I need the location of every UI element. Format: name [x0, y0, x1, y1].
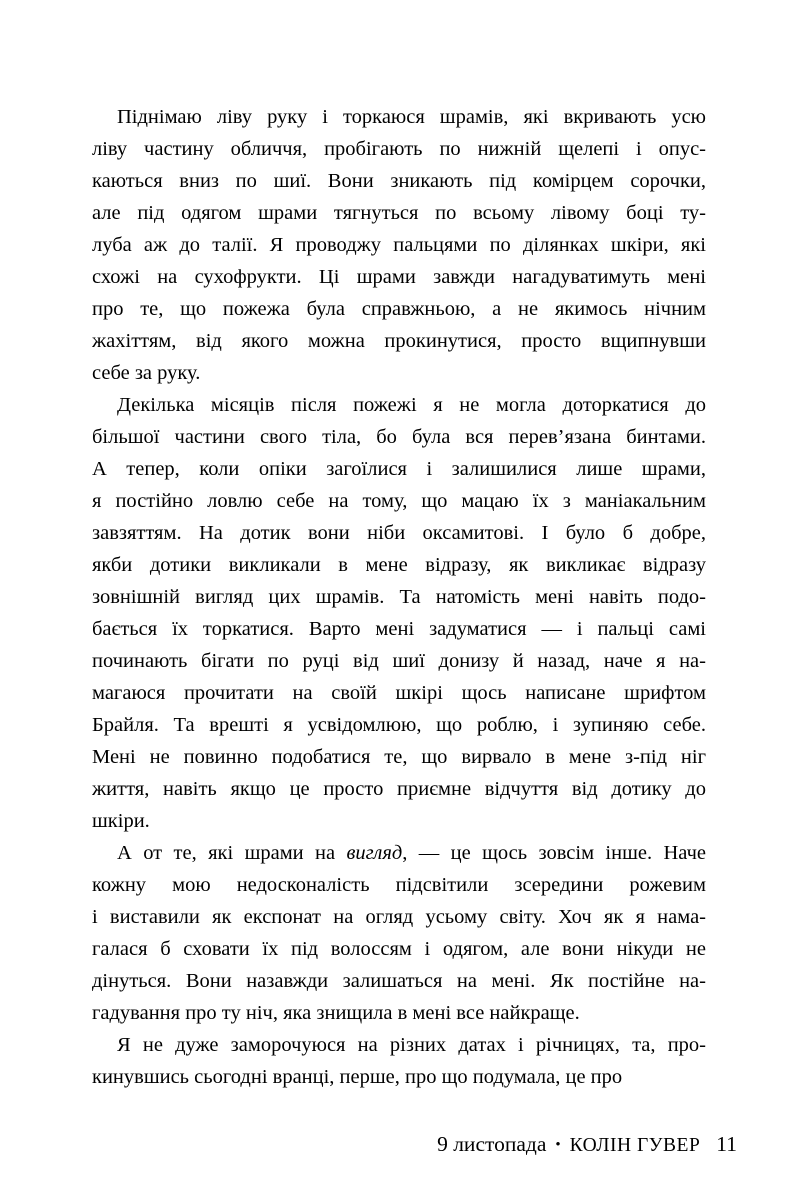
text-segment: бається їх торкатися. Варто мені задуматися — і пальці самі	[92, 618, 706, 640]
text-segment: Я не дуже заморочуюся на різних датах і річницях, та, про-	[117, 1034, 706, 1056]
text-segment: Мені не повинно подобатися те, що вирвало в мене з-під ніг	[92, 746, 706, 768]
text-segment: А от те, які шрами на	[117, 842, 347, 864]
text-line	[92, 133, 706, 165]
page-footer	[437, 1131, 737, 1159]
text-line	[92, 357, 706, 389]
body-text	[92, 101, 706, 1093]
text-line	[92, 1029, 706, 1061]
text-line	[92, 773, 706, 805]
text-segment: себе за руку.	[92, 362, 201, 384]
text-segment: Піднімаю ліву руку і торкаюся шрамів, які вкривають усю	[117, 106, 706, 128]
text-line	[92, 997, 706, 1029]
text-segment: Брайля. Та врешті я усвідомлюю, що роблю, і зупиняю себе.	[92, 714, 706, 736]
text-segment: про те, що пожежа була справжньою, а не якимось нічним	[92, 298, 706, 320]
text-line	[92, 261, 706, 293]
text-segment: зовнішній вигляд цих шрамів. Та натомість мені навіть подо-	[92, 586, 706, 608]
book-title: 9 листопада	[437, 1132, 547, 1156]
text-segment: я постійно ловлю себе на тому, що мацаю їх з маніакальним	[92, 490, 706, 512]
text-segment: А тепер, коли опіки загоїлися і залишилися лише шрами,	[92, 458, 706, 480]
text-line	[92, 837, 706, 869]
text-line	[92, 517, 706, 549]
bullet-separator-icon: •	[555, 1137, 561, 1153]
text-segment: кинувшись сьогодні вранці, перше, про що подумала, це про	[92, 1066, 623, 1088]
text-segment: якби дотики викликали в мене відразу, як викликає відразу	[92, 554, 706, 576]
italic-text: вигляд	[346, 842, 403, 864]
text-segment: дінуться. Вони назавжди залишаться на мені. Як постійне на-	[92, 970, 706, 992]
text-segment: , — це щось зовсім інше. Наче	[402, 842, 706, 864]
text-line	[92, 325, 706, 357]
text-segment: каються вниз по шиї. Вони зникають під комірцем сорочки,	[92, 170, 706, 192]
text-line	[92, 869, 706, 901]
page-number: 11	[716, 1132, 737, 1156]
text-line	[92, 229, 706, 261]
text-segment: гадування про ту ніч, яка знищила в мені все найкраще.	[92, 1002, 580, 1024]
text-line	[92, 645, 706, 677]
text-segment: Декілька місяців після пожежі я не могла доторкатися до	[117, 394, 706, 416]
text-segment: кожну мою недосконалість підсвітили зсередини рожевим	[92, 874, 706, 896]
text-segment: галася б сховати їх під волоссям і одягом, але вони нікуди не	[92, 938, 706, 960]
text-line	[92, 709, 706, 741]
text-line	[92, 293, 706, 325]
text-segment: і виставили як експонат на огляд усьому світу. Хоч як я нама-	[92, 906, 706, 928]
text-segment: луба аж до талії. Я проводжу пальцями по ділянках шкіри, які	[92, 234, 706, 256]
text-segment: магаюся прочитати на своїй шкірі щось написане шрифтом	[92, 682, 706, 704]
text-line	[92, 965, 706, 997]
text-line	[92, 613, 706, 645]
text-line	[92, 549, 706, 581]
text-line	[92, 101, 706, 133]
text-line	[92, 165, 706, 197]
text-line	[92, 197, 706, 229]
text-segment: більшої частини свого тіла, бо була вся перев’язана бинтами.	[92, 426, 706, 448]
text-line	[92, 901, 706, 933]
text-segment: жахіттям, від якого можна прокинутися, просто вщипнувши	[92, 330, 706, 352]
text-segment: ліву частину обличчя, пробігають по нижній щелепі і опус-	[92, 138, 706, 160]
text-segment: шкіри.	[92, 810, 150, 832]
text-line	[92, 581, 706, 613]
text-segment: але під одягом шрами тягнуться по всьому лівому боці ту-	[92, 202, 706, 224]
text-line	[92, 421, 706, 453]
text-segment: починають бігати по руці від шиї донизу й назад, наче я на-	[92, 650, 706, 672]
text-line	[92, 1061, 706, 1093]
text-line	[92, 805, 706, 837]
text-segment: схожі на сухофрукти. Ці шрами завжди нагадуватимуть мені	[92, 266, 706, 288]
text-line	[92, 677, 706, 709]
text-line	[92, 389, 706, 421]
text-line	[92, 453, 706, 485]
author-name: КОЛІН ГУВЕР	[569, 1135, 701, 1156]
text-line	[92, 741, 706, 773]
text-segment: життя, навіть якщо це просто приємне відчуття від дотику до	[92, 778, 706, 800]
text-line	[92, 933, 706, 965]
text-line	[92, 485, 706, 517]
text-segment: завзяттям. На дотик вони ніби оксамитові. І було б добре,	[92, 522, 706, 544]
